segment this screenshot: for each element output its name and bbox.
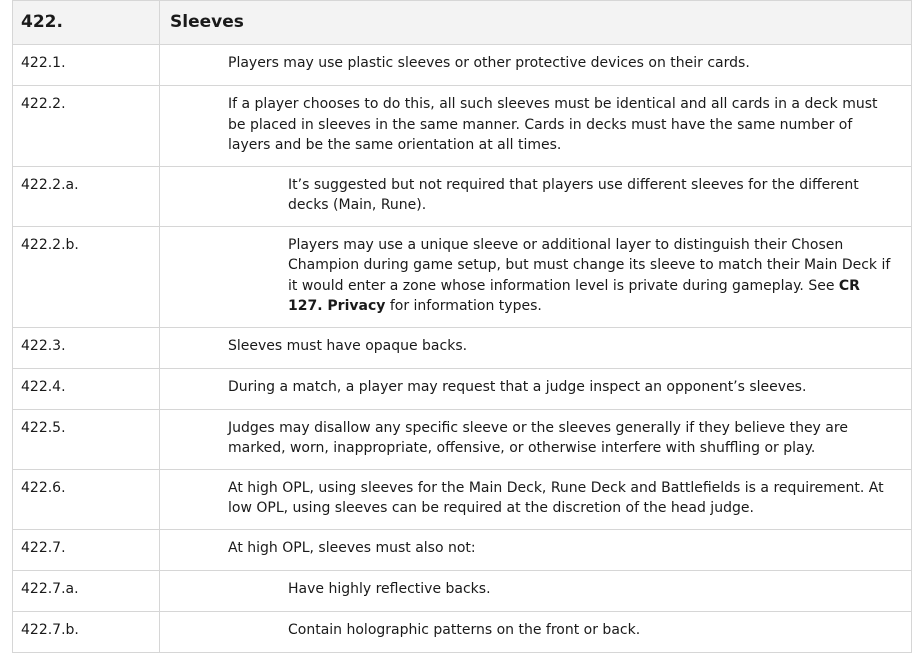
rule-row [13, 86, 912, 167]
rule-row [13, 469, 912, 529]
rule-text: At high OPL, using sleeves for the Main Deck, Rune Deck and Battlefields is a requirement. At low OPL, using sleeves can be required at the discretion of the head judge. [160, 469, 912, 529]
rule-text: During a match, a player may request that a judge inspect an opponent’s sleeves. [160, 368, 912, 409]
rule-text: Contain holographic patterns on the front or back. [160, 611, 912, 652]
rule-text-before: Players may use a unique sleeve or additional layer to distinguish their Chosen Champion during game setup, but must change its sleeve to match their Main Deck if it would enter a zone whose information level is private during gameplay. See [288, 236, 891, 294]
rule-row [13, 166, 912, 226]
rule-text-with-reference [160, 226, 912, 327]
rule-row [13, 611, 912, 652]
rule-number: 422.2. [13, 86, 160, 167]
rule-text: Players may use plastic sleeves or other protective devices on their cards. [160, 45, 912, 86]
rule-number: 422.5. [13, 409, 160, 469]
rule-number: 422.7.a. [13, 570, 160, 611]
rule-text: At high OPL, sleeves must also not: [160, 529, 912, 570]
rule-text: Judges may disallow any specific sleeve or the sleeves generally if they believe they are marked, worn, inappropriate, offensive, or otherwise interfere with shuffling or play. [160, 409, 912, 469]
section-header-row [13, 1, 912, 45]
rule-number: 422.1. [13, 45, 160, 86]
section-number: 422. [13, 1, 160, 45]
rule-row [13, 327, 912, 368]
rule-number: 422.7. [13, 529, 160, 570]
rule-number: 422.4. [13, 368, 160, 409]
rule-number: 422.7.b. [13, 611, 160, 652]
rule-row [13, 529, 912, 570]
rule-row [13, 570, 912, 611]
rule-text-after: for information types. [389, 298, 542, 314]
rule-text: Sleeves must have opaque backs. [160, 327, 912, 368]
section-title: Sleeves [160, 1, 912, 45]
rule-row [13, 226, 912, 327]
rule-row [13, 368, 912, 409]
rule-row [13, 409, 912, 469]
rule-number: 422.2.a. [13, 166, 160, 226]
cross-reference-link[interactable]: CR 127. Privacy [288, 277, 860, 314]
rule-text: It’s suggested but not required that players use different sleeves for the different decks (Main, Rune). [160, 166, 912, 226]
rule-number: 422.6. [13, 469, 160, 529]
rule-text: If a player chooses to do this, all such sleeves must be identical and all cards in a deck must be placed in sleeves in the same manner. Cards in decks must have the same number of layers and be the same orientation at all times. [160, 86, 912, 167]
rule-text: Have highly reflective backs. [160, 570, 912, 611]
rules-table [12, 0, 912, 653]
rule-number: 422.2.b. [13, 226, 160, 327]
rule-row [13, 45, 912, 86]
rule-number: 422.3. [13, 327, 160, 368]
